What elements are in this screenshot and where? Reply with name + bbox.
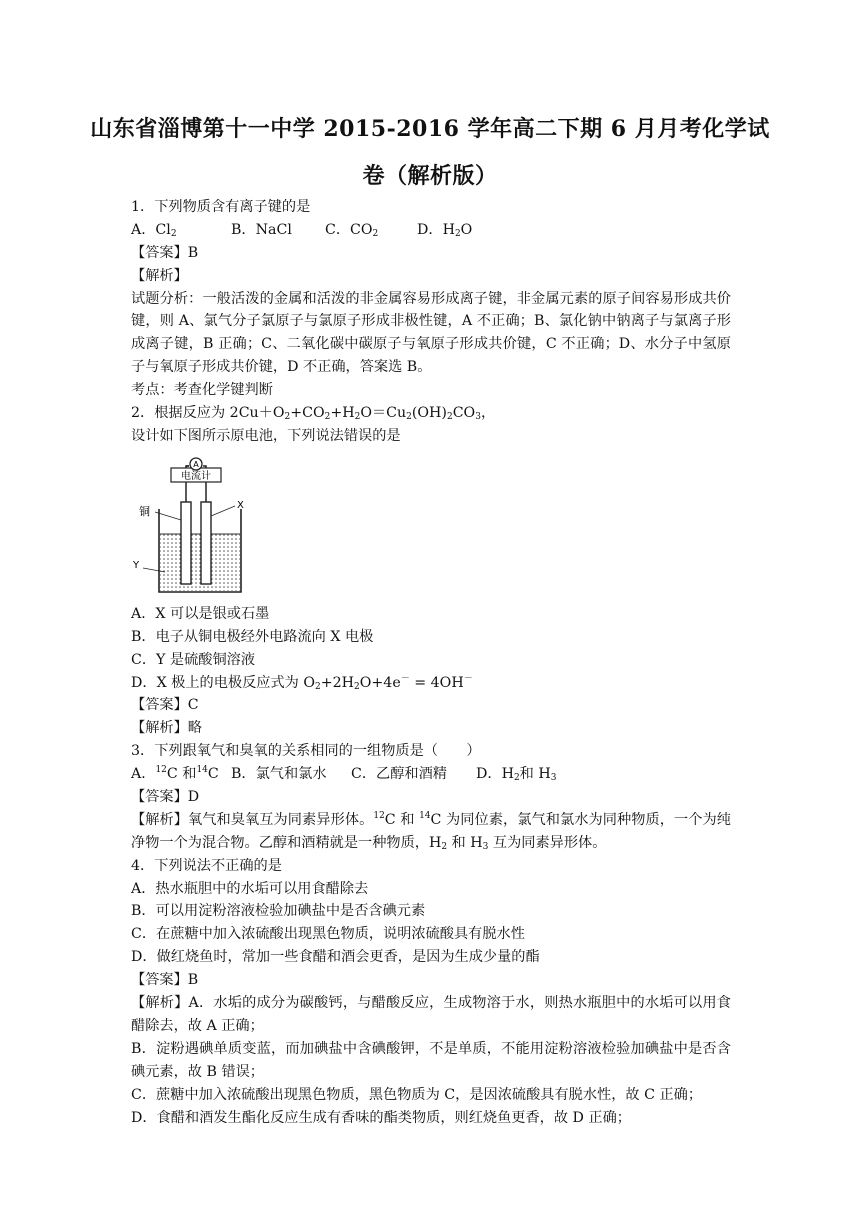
q1-option-d: D．$H_2O$ [417, 221, 473, 239]
q4-option-d: D．做红烧鱼时，常加一些食醋和酒会更香，是因为生成少量的酯 [131, 949, 540, 966]
q2-stem: 2．根据反应为 $2Cu+O_2+CO_2+H_2O=Cu_2(OH)_2CO_3$， [131, 405, 496, 423]
svg-text:电流计: 电流计 [181, 470, 211, 482]
q3-options [131, 763, 731, 786]
q4-analysis-c: C．蔗糖中加入浓硫酸出现黑色物质，黑色物质为 C，是因浓硫酸具有脱水性，故 C 正确； [131, 1086, 703, 1103]
q1-options [131, 219, 731, 242]
q4-analysis-a: 【解析】A．水垢的成分为碳酸钙，与醋酸反应，生成物溶于水，则热水瓶胆中的水垢可以用食醋除去，故 A 正确； [131, 995, 731, 1034]
q4-option-a: A．热水瓶胆中的水垢可以用食醋除去 [131, 880, 369, 897]
svg-text:A: A [193, 459, 199, 469]
q4-stem: 4．下列说法不正确的是 [131, 857, 282, 874]
q3-option-a: A．$^{12}$C 和$^{14}$C [131, 765, 219, 783]
q3-stem: 3．下列跟氧气和臭氧的关系相同的一组物质是（ ） [131, 743, 481, 760]
galvanic-cell-diagram [131, 454, 261, 597]
x-electrode [201, 502, 211, 584]
q2-option-c: C．Y 是硫酸铜溶液 [131, 651, 256, 668]
q4-answer: 【答案】B [131, 972, 199, 989]
q2-option-a: A．X 可以是银或石墨 [131, 605, 270, 622]
q2-option-d: D．X 极上的电极反应式为 $O_2+2H_2O+4e^- = 4OH^-$ [131, 673, 473, 692]
copper-electrode [181, 502, 191, 584]
q3-option-d: D．$H_2$和 $H_3$ [476, 766, 557, 784]
q3-option-b: B．氯气和氯水 [231, 766, 327, 783]
svg-text:Y: Y [133, 559, 140, 571]
q1-option-c: C．$CO_2$ [325, 221, 379, 239]
q2-option-b: B．电子从铜电极经外电路流向 X 电极 [131, 628, 374, 645]
q3-answer: 【答案】D [131, 788, 200, 805]
q1-point: 考点：考查化学键判断 [131, 382, 273, 399]
q2-stem-line-2: 设计如下图所示原电池，下列说法错误的是 [131, 427, 401, 444]
q4-option-c: C．在蔗糖中加入浓硫酸出现黑色物质，说明浓硫酸具有脱水性 [131, 926, 525, 943]
galvanic-cell-figure [131, 454, 731, 597]
svg-text:X: X [237, 499, 244, 511]
q4-analysis-b: B．淀粉遇碘单质变蓝，而加碘盐中含碘酸钾，不是单质，不能用淀粉溶液检验加碘盐中是否含碘元素，故 B 错误； [131, 1040, 731, 1080]
q2-analysis: 【解析】略 [131, 720, 202, 737]
q1-analysis: 试题分析：一般活泼的金属和活泼的非金属容易形成离子键，非金属元素的原子间容易形成共价键，则 A、氯气分子氯原子与氯原子形成非极性键，A 不正确；B、氯化钠中钠离子与氯离子形成离子键，B 正确；C、二氧化碳中碳原子与氧原子形成共价键，C 不正确；D、水分子中氢原子与氧原子形成共价键，D 不正确，答案选 B。 [131, 290, 731, 376]
q3-option-c: C．乙醇和酒精 [351, 766, 447, 783]
question-content [131, 196, 731, 1129]
q1-stem: 1．下列物质含有离子键的是 [131, 199, 311, 215]
q2-answer: 【答案】C [131, 697, 199, 714]
page-title-line-1: 山东省淄博第十一中学 2015-2016 学年高二下期 6 月月考化学试 [90, 116, 770, 142]
q1-option-b: B．NaCl [231, 221, 292, 238]
svg-text:铜: 铜 [139, 504, 150, 518]
q4-option-b: B．可以用淀粉溶液检验加碘盐中是否含碘元素 [131, 903, 426, 920]
q3-analysis: 【解析】氧气和臭氧互为同素异形体。$^{12}$C 和 $^{14}$C 为同位素，氯气和氯水为同种物质，一个为纯净物一个为混合物。乙醇和酒精就是一种物质，$H_2$ 和 $H_3$ 互为同素异形体。 [131, 810, 731, 852]
q1-answer: 【答案】B [131, 244, 199, 261]
q4-analysis-d: D．食醋和酒发生酯化反应生成有香味的酯类物质，则红烧鱼更香，故 D 正确； [131, 1109, 631, 1126]
page-title-line-2: 卷（解析版） [362, 163, 498, 189]
q1-option-a: A．$Cl_2$ [131, 221, 177, 239]
q1-analysis-heading: 【解析】 [131, 267, 188, 284]
